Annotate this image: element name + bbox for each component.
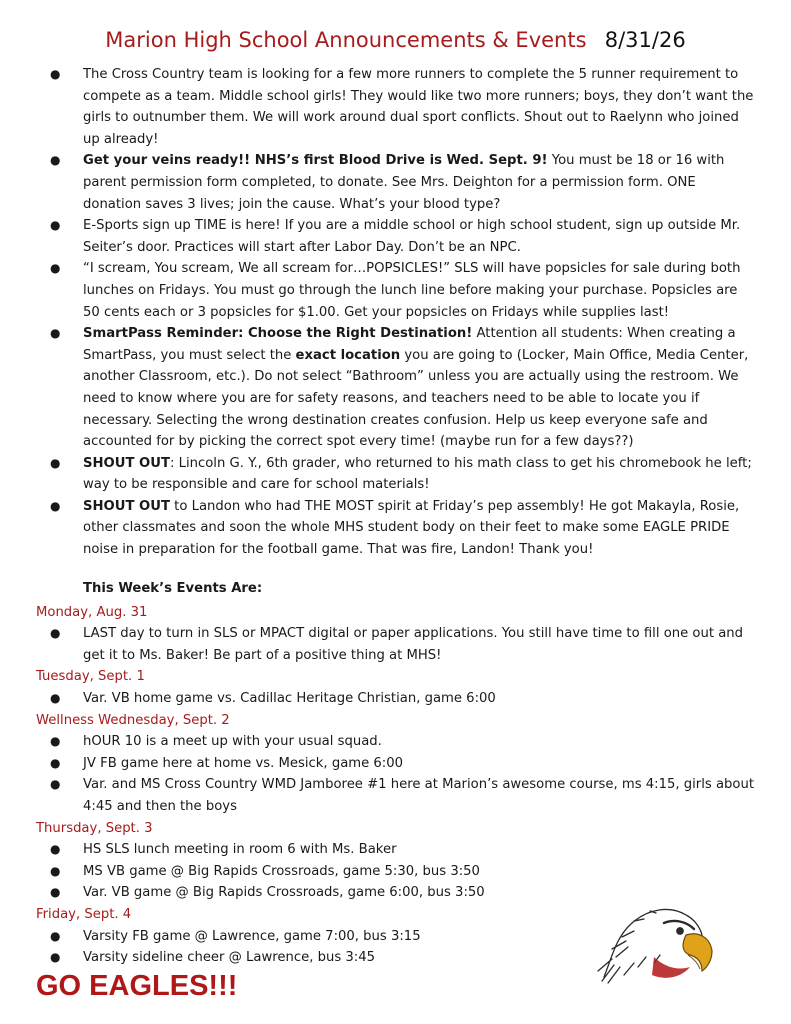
- announcement-text: “I scream, You scream, We all scream for…POPSICLES!” SLS will have popsicles for sale during both lunches on Fridays. You must go through the lunch line before making your purchase. Popsicles are 50 cents each or 3 popsicles for $1.00. Get your popsicles on Fridays while supplies last!: [83, 261, 741, 320]
- event-text: Var. VB game @ Big Rapids Crossroads, game 6:00, bus 3:50: [83, 885, 485, 901]
- event-text: Varsity sideline cheer @ Lawrence, bus 3:45: [83, 950, 376, 966]
- event-text: JV FB game here at home vs. Mesick, game 6:00: [83, 755, 404, 771]
- event-day-heading: Wellness Wednesday, Sept. 2: [36, 712, 230, 728]
- bullet-icon: ●: [50, 928, 61, 943]
- announcement-item: [36, 323, 758, 453]
- bullet-icon: ●: [50, 455, 61, 470]
- event-text: Var. and MS Cross Country WMD Jamboree #1 here at Marion’s awesome course, ms 4:15, girls about 4:45 and then the boys: [83, 777, 754, 814]
- event-day-heading: Monday, Aug. 31: [36, 604, 148, 620]
- event-text: MS VB game @ Big Rapids Crossroads, game 5:30, bus 3:50: [83, 863, 480, 879]
- bullet-icon: ●: [50, 863, 61, 878]
- event-text: LAST day to turn in SLS or MPACT digital or paper applications. You still have time to fill one out and get it to Ms. Baker! Be part of a positive thing at MHS!: [83, 626, 744, 663]
- announcement-text: you are going to (Locker, Main Office, Media Center, another Classroom, etc.). Do not select “Bathroom” unless you are actually using the restroom. We need to know where you are for safety reasons, and teachers need to be able to locate you if necessary. Selecting the wrong destination creates confusion. Help us keep everyone safe and accounted for by picking the correct spot every time! (maybe run for a few days??): [83, 347, 749, 450]
- announcement-text: SHOUT OUT: [83, 455, 170, 471]
- announcement-text: The Cross Country team is looking for a few more runners to complete the 5 runner requirement to compete as a team. Middle school girls! They would like two more runners; boys, they don’t want the girls to outnumber them. We will work around dual sport conflicts. Shout out to Raelynn who joined up already!: [83, 67, 754, 147]
- bullet-icon: ●: [50, 498, 61, 513]
- bullet-icon: ●: [50, 950, 61, 965]
- event-day-heading: Friday, Sept. 4: [36, 906, 132, 922]
- announcement-text: : Lincoln G. Y., 6th grader, who returned to his math class to get his chromebook he left; way to be responsible and care for school materials!: [83, 455, 752, 493]
- announcement-list: [36, 64, 758, 561]
- bullet-icon: ●: [50, 218, 61, 233]
- bullet-icon: ●: [50, 261, 61, 276]
- bullet-icon: ●: [50, 153, 61, 168]
- page-header: [0, 30, 791, 55]
- event-text: hOUR 10 is a meet up with your usual squad.: [83, 734, 382, 750]
- event-text: HS SLS lunch meeting in room 6 with Ms. Baker: [83, 842, 397, 858]
- bullet-icon: ●: [50, 777, 61, 792]
- event-item: [36, 688, 758, 710]
- announcement-text: Get your veins ready!! NHS’s first Blood Drive is Wed. Sept. 9!: [83, 153, 548, 169]
- event-item: [36, 839, 758, 861]
- announcement-item: [36, 496, 758, 561]
- bullet-icon: ●: [50, 326, 61, 341]
- event-day-heading: Thursday, Sept. 3: [36, 820, 153, 836]
- announcement-item: [36, 258, 758, 323]
- announcement-text: to Landon who had THE MOST spirit at Friday’s pep assembly! He got Makayla, Rosie, other classmates and soon the whole MHS student body on their feet to make some EAGLE PRIDE noise in preparation for the football game. That was fire, Landon! Thank you!: [83, 498, 740, 558]
- announcement-text: E-Sports sign up TIME is here! If you are a middle school or high school student, sign up outside Mr. Seiter’s door. Practices will start after Labor Day. Don’t be an NPC.: [83, 218, 741, 255]
- eagle-head-icon: [594, 897, 716, 985]
- event-item: [36, 861, 758, 883]
- announcement-text: Attention all students: When creating a SmartPass, you must select the: [83, 326, 736, 363]
- bullet-icon: ●: [50, 690, 61, 705]
- bullet-icon: ●: [50, 755, 61, 770]
- page-date: 8/31/26: [604, 28, 686, 52]
- announcement-text: You must be 18 or 16 with parent permission form completed, to donate. See Mrs. Deighton for a permission form. ONE donation saves 3 lives; join the cause. What’s your blood type?: [83, 153, 725, 212]
- event-item: [36, 774, 758, 817]
- event-item: [36, 753, 758, 775]
- bullet-icon: ●: [50, 734, 61, 749]
- event-item: [36, 623, 758, 666]
- announcement-item: [36, 215, 758, 258]
- event-text: Varsity FB game @ Lawrence, game 7:00, bus 3:15: [83, 928, 421, 944]
- bullet-icon: ●: [50, 842, 61, 857]
- page-title: Marion High School Announcements & Events: [105, 28, 587, 52]
- bullet-icon: ●: [50, 885, 61, 900]
- announcement-item: [36, 150, 758, 215]
- announcement-text: SHOUT OUT: [83, 498, 170, 514]
- event-day-heading: Tuesday, Sept. 1: [36, 669, 145, 685]
- events-heading: This Week’s Events Are:: [83, 581, 263, 596]
- slogan: GO EAGLES!!!: [36, 970, 238, 1002]
- announcement-text: exact location: [295, 347, 401, 363]
- announcement-item: [36, 453, 758, 496]
- bullet-icon: ●: [50, 67, 61, 81]
- event-text: Var. VB home game vs. Cadillac Heritage Christian, game 6:00: [83, 690, 496, 706]
- announcement-item: [36, 64, 758, 150]
- announcement-text: SmartPass Reminder: Choose the Right Destination!: [83, 326, 473, 342]
- event-item: [36, 731, 758, 753]
- bullet-icon: ●: [50, 626, 61, 641]
